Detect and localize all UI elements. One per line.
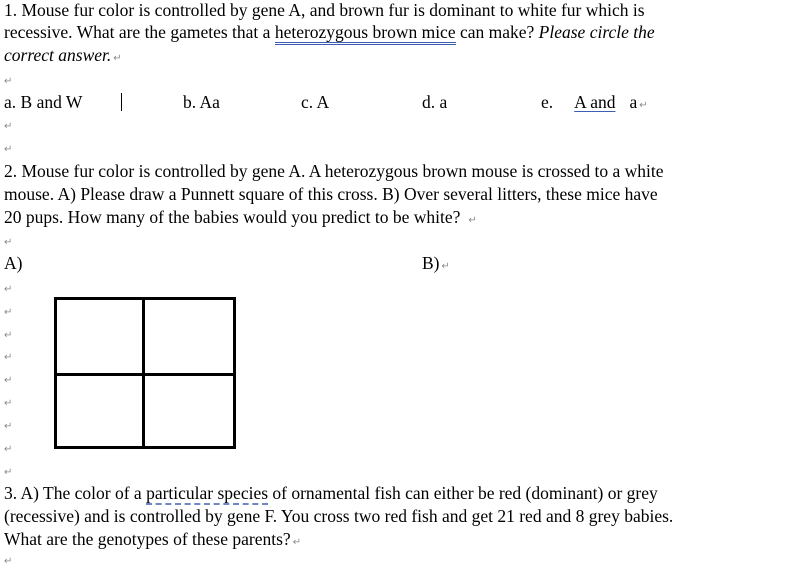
q1-option-d[interactable]: d. a	[422, 92, 448, 112]
q1-option-c[interactable]: c. A	[301, 92, 330, 112]
q1-option-e-underlined: A and	[574, 92, 616, 112]
paragraph-mark-icon: ↵	[4, 307, 13, 318]
q1-option-b[interactable]: b. Aa	[183, 92, 220, 112]
paragraph-mark-icon: ↵	[4, 375, 13, 386]
q1-option-a[interactable]: a. B and W	[4, 92, 83, 112]
q1-line1: 1. Mouse fur color is controlled by gene A, and brown fur is dominant to white fur which is	[4, 0, 645, 20]
q3-line2: (recessive) and is controlled by gene F. You cross two red fish and get 21 red and 8 grey babies.	[4, 506, 674, 526]
paragraph-mark-icon: ↵	[4, 352, 13, 363]
paragraph-mark-icon: ↵	[4, 284, 13, 295]
q3-line3: What are the genotypes of these parents? ↵	[4, 529, 302, 549]
paragraph-mark-icon: ↵	[4, 237, 13, 248]
text-cursor	[121, 92, 122, 112]
q1-grammar-flag[interactable]: heterozygous brown mice	[275, 22, 456, 45]
q1-line3: correct answer. ↵	[4, 45, 122, 65]
paragraph-mark-icon: ↵	[4, 330, 13, 341]
paragraph-mark-icon: ↵	[4, 144, 13, 155]
paragraph-mark-icon: ↵	[4, 398, 13, 409]
q2-line1: 2. Mouse fur color is controlled by gene A. A heterozygous brown mouse is crossed to a white	[4, 161, 664, 181]
paragraph-mark-icon: ↵	[639, 100, 648, 111]
q2-line3: 20 pups. How many of the babies would you predict to be white? ↵	[4, 207, 477, 227]
q1-option-e[interactable]: e. A and a ↵	[541, 92, 648, 112]
punnett-square[interactable]	[54, 297, 236, 449]
punnett-horizontal-divider	[57, 373, 233, 376]
paragraph-mark-icon: ↵	[468, 215, 477, 226]
paragraph-mark-icon: ↵	[4, 556, 13, 567]
q1-line2: recessive. What are the gametes that a heterozygous brown mice can make? Please circle the	[4, 22, 655, 42]
q3-line1: 3. A) The color of a particular species of ornamental fish can either be red (dominant) or grey	[4, 483, 658, 503]
q2-line2: mouse. A) Please draw a Punnett square of this cross. B) Over several litters, these mice have	[4, 184, 658, 204]
q3-grammar-flag[interactable]: particular species	[146, 483, 269, 503]
paragraph-mark-icon: ↵	[4, 467, 13, 478]
q2-part-a-label: A)	[4, 253, 23, 273]
paragraph-mark-icon: ↵	[4, 76, 13, 87]
paragraph-mark-icon: ↵	[4, 121, 13, 132]
paragraph-mark-icon: ↵	[4, 421, 13, 432]
q2-part-b-label: B) ↵	[422, 253, 450, 273]
paragraph-mark-icon: ↵	[292, 537, 302, 548]
paragraph-mark-icon: ↵	[4, 444, 13, 455]
paragraph-mark-icon: ↵	[441, 261, 450, 272]
paragraph-mark-icon: ↵	[113, 53, 122, 64]
